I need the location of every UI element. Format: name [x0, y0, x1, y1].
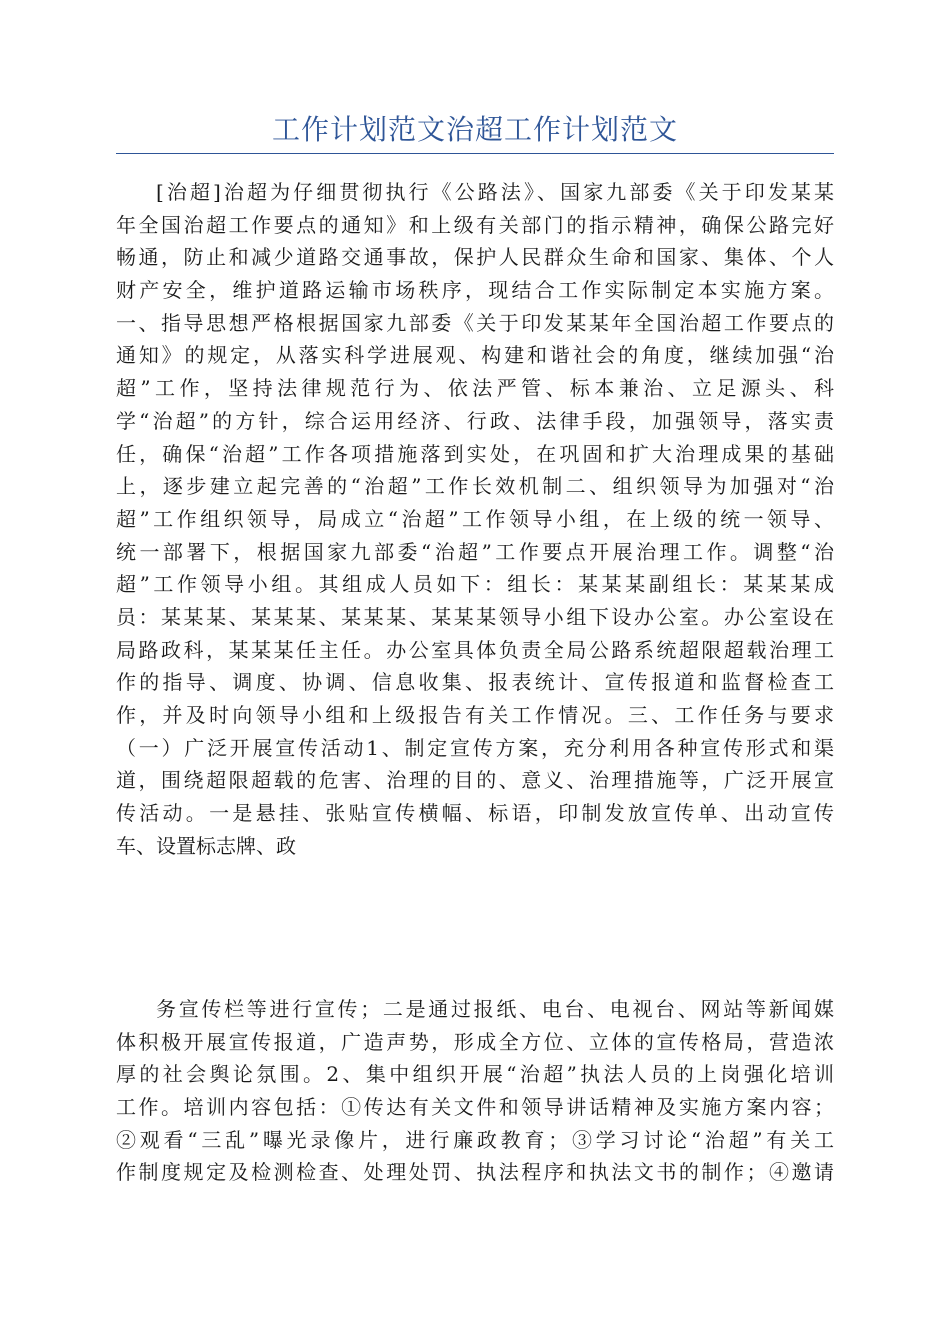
document-title: 工作计划范文治超工作计划范文: [271, 113, 678, 146]
text-line: 通知》的规定，从落实科学进展观、构建和谐社会的角度，继续加强“治: [116, 343, 834, 368]
text-line: 超”工作组织领导，局成立“治超”工作领导小组，在上级的统一领导、: [116, 506, 834, 531]
text-line: 道，围绕超限超载的危害、治理的目的、意义、治理措施等，广泛开展宣: [116, 768, 834, 793]
paragraph-1: [116, 176, 834, 862]
text-line: 学“治超”的方针，综合运用经济、行政、法律手段，加强领导，落实责: [116, 408, 834, 433]
text-line: [治超]治超为仔细贯彻执行《公路法》、国家九部委《关于印发某某: [156, 180, 834, 204]
text-line: （一）广泛开展宣传活动1、制定宣传方案，充分利用各种宣传形式和渠: [116, 735, 834, 760]
text-line: 年全国治超工作要点的通知》和上级有关部门的指示精神，确保公路完好: [116, 212, 834, 237]
text-line: 工作。培训内容包括：①传达有关文件和领导讲话精神及实施方案内容；: [116, 1095, 834, 1120]
text-line: 任，确保“治超”工作各项措施落到实处，在巩固和扩大治理成果的基础: [116, 441, 834, 466]
text-line: 作的指导、调度、协调、信息收集、报表统计、宣传报道和监督检查工: [116, 670, 834, 695]
text-line: ②观看“三乱”曝光录像片，进行廉政教育；③学习讨论“治超”有关工: [116, 1127, 834, 1152]
text-line: 传活动。一是悬挂、张贴宣传横幅、标语，印制发放宣传单、出动宣传: [116, 801, 834, 826]
text-line: 员：某某某、某某某、某某某、某某某领导小组下设办公室。办公室设在: [116, 604, 834, 629]
text-line: 体积极开展宣传报道，广造声势，形成全方位、立体的宣传格局，营造浓: [116, 1029, 834, 1054]
text-line: 统一部署下，根据国家九部委“治超”工作要点开展治理工作。调整“治: [116, 539, 834, 564]
text-line: 一、指导思想严格根据国家九部委《关于印发某某年全国治超工作要点的: [116, 310, 834, 335]
title-underline: [116, 153, 834, 154]
text-line: 厚的社会舆论氛围。2、集中组织开展“治超”执法人员的上岗强化培训: [116, 1062, 834, 1087]
text-line: 局路政科，某某某任主任。办公室具体负责全局公路系统超限超载治理工: [116, 637, 834, 662]
text-line: 上，逐步建立起完善的“治超”工作长效机制二、组织领导为加强对“治: [116, 474, 834, 499]
text-line: 超”工作，坚持法律规范行为、依法严管、标本兼治、立足源头、科: [116, 376, 834, 401]
text-line: 作，并及时向领导小组和上级报告有关工作情况。三、工作任务与要求: [116, 703, 834, 727]
text-line: 作制度规定及检测检查、处理处罚、执法程序和执法文书的制作；④邀请: [116, 1160, 834, 1185]
text-line: 超”工作领导小组。其组成人员如下：组长：某某某副组长：某某某成: [116, 572, 834, 597]
text-line: 车、设置标志牌、政: [116, 833, 296, 858]
text-line: 财产安全，维护道路运输市场秩序，现结合工作实际制定本实施方案。: [116, 278, 834, 303]
paragraph-2: [116, 993, 834, 1189]
text-line: 畅通，防止和减少道路交通事故，保护人民群众生命和国家、集体、个人: [116, 245, 834, 270]
text-line: 务宣传栏等进行宣传；二是通过报纸、电台、电视台、网站等新闻媒: [156, 997, 834, 1021]
